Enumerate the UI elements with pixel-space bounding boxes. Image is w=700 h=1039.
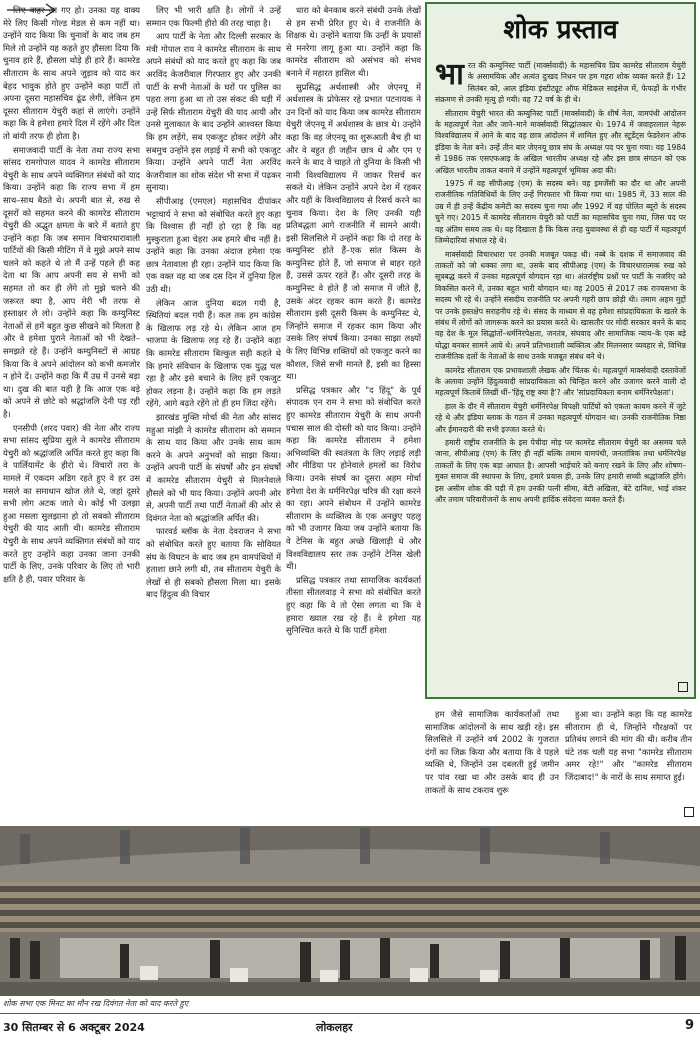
article-paragraph: लेकिन आज दुनिया बदल गयी है, स्थितियां बदल गयी हैं। कल तक हम कांग्रेस के खिलाफ लड़ रहे थे। लेकिन आज हम भाजपा के खिलाफ लड़ रहे हैं। उन्होंने कहा कि कामरेड सीताराम बिल्कुल सही कहते थे कि हमारे संविधान के खिलाफ एक युद्ध चल रहा है और इसे बचाने के लिए हमें एकजुट होकर लड़ना है। उन्होंने कहा कि हम लड़ते रहेंगे, आगे बढ़ते रहेंगे तो ही हम जिंदा रहेंगे। <box>146 297 281 409</box>
article-column-2 <box>146 4 281 824</box>
article-column-1 <box>3 4 140 824</box>
end-mark-icon <box>678 682 688 692</box>
article-paragraph: प्रसिद्ध पत्रकार और "द हिंदू" के पूर्व संपादक एन राम ने सभा को संबोधित करते हुए कामरेड सीताराम येचुरी के साथ अपनी पचास साल की दोस्ती को याद किया। उन्होंने कहा कि कामरेड सीताराम ने हमेशा अभिव्यक्ति की स्वतंत्रता के लिए लड़ाई लड़ी और मीडिया पर होनेवाले हमलों का विरोध किया। उनके संघर्ष का दूसरा अहम मोर्चा हमेशा देश के धर्मनिरपेक्ष चरित्र की रक्षा करने का रहा। अपने संबोधन में उन्होंने कामरेड सीताराम के व्यक्तित्व के एक अनछुए पहलू को भी उजागर किया जब उन्होंने बताया कि वे टेनिस के बहुत अच्छे खिलाड़ी थे और विश्वविद्यालय स्तर तक उन्होंने टेनिस खेली थी। <box>286 384 421 572</box>
article-column-3 <box>286 4 421 824</box>
box-paragraph: हाल के दौर में सीताराम येचुरी धर्मनिरपेक्ष विपक्षी पार्टियों को एकता कायम करने में जुटे रहे थे और इंडिया ब्लाक के गठन में उनका महत्वपूर्ण योगदान था। उनकी राजनीतिक निष्ठा और ईमानदारी की सभी इज्जत करते थे। <box>435 401 686 434</box>
article-paragraph: एनसीपी (शरद पवार) की नेता और राज्य सभा सांसद सुप्रिया सुले ने कामरेड सीताराम येचुरी को श्रद्धांजलि अर्पित करते हुए कहा कि वे पार्लियामेंट के हीरो थे। विचारों तरा के मामले में एकदम अडिग रहते हुए वे हर उस मसले का समाधान खोज लेते थे, जहां दूसरे सभी लोग अटक जाते थे। कोई भी उलझा हुआ मसला सुलझाना हो तो सबको सीताराम येचुरी की याद आती थी। कामरेड सीताराम येचुरी के साथ अपने व्यक्तिगत संबंधों को याद करते हुए उन्होंने कहा उनका जाना उनकी पार्टी के लिए, उनके परिवार के लिए तो भारी क्षति है ही, पवार परिवार के <box>3 422 140 584</box>
box-body <box>435 60 686 679</box>
condolence-resolution-box <box>425 2 696 699</box>
issue-date: 30 सितम्बर से 6 अक्टूबर 2024 <box>3 1021 145 1034</box>
article-paragraph: हुआ था। उन्होंने कहा कि यह कामरेड सीताराम ही थे, जिन्होंने गौरक्षकों पर प्रतिबंध लगाने की मांग की थी। करीब तीन घंटे तक चली यह सभा "कामरेड सीताराम अमर रहे!" और "कामरेड सीताराम जिंदाबाद!" के नारों के साथ समाप्त हुई। <box>565 709 692 782</box>
box-paragraph: हमारी राष्ट्रीय राजनीति के इस पेचीदा मोड़ पर कामरेड सीताराम येचुरी का असमय चले जाना, सीपीआइ (एम) के लिए ही नहीं बल्कि तमाम वामपंथी, जनतांत्रिक तथा धर्मनिरपेक्ष ताकतों के लिए एक बड़ा आघात है। आपसी भाईचारे को बनाए रखने के लिए और शोषण–मुक्त समाज की स्थापना के लिए, हमारे प्रयास ही, उनके लिए हमारी सच्ची श्रद्धांजलि होंगे। इस असीम शोक की घड़ी में हम उनकी पत्नी सीमा, बेटी अखिला, बेटे दानिश, भाई शंकर और तमाम परिवारीजनों के साथ अपनी हार्दिक संवेदना व्यक्त करते हैं। <box>435 438 686 505</box>
article-continuation-1 <box>425 708 559 830</box>
article-paragraph: प्रसिद्ध पत्रकार तथा सामाजिक कार्यकर्ता तीस्ता सीतलवाड़ ने सभा को संबोधित करते हुए कहा कि वे तो ऐसा लगता था कि वे हमारा ख्याल रख रहे हैं। वे हमेशा यह सुनिश्चित करते थे कि पार्टी हमेशा <box>286 574 421 636</box>
article-paragraph: सुप्रसिद्ध अर्थशास्त्री और जेएनयू में अर्थशास्त्र के प्रोफेसर रहे प्रभात पटनायक ने उन दिनों को याद किया जब कामरेड सीताराम येचुरी जेएनयू में अर्थशास्त्र के छात्र थे। उन्होंने कहा कि वह जेएनयू का शुरूआती बैच ही था और वे बहुत ही जहीन छात्र थे और एम ए करने के बाद वे चाहते तो दुनिया के किसी भी नामी विश्वविद्यालय में जाकर रिसर्च कर सकते थे। लेकिन उन्होंने अपने देश में रहकर और यहीं के विश्वविद्यालय से रिसर्च करने का चुनाव किया। देश के लिए उनकी यही प्रतिबद्धता आगे राजनीति में सामने आयी। इसी सिलसिले में उन्होंने कहा कि दो तरह के कम्युनिस्ट होते हैं–एक सांत किस्म के कम्युनिस्ट होते हैं, जो समाज से बाहर रहते हैं, उससे ऊपर रहते हैं। और दूसरी तरह के कम्युनिस्ट वे होते हैं जो समाज में जीते हैं, उसके अंदर रहकर काम करते हैं। कामरेड सीताराम इसी दूसरी किस्म के कम्युनिस्ट थे, जिन्होंने समाज में रहकर काम किया और उसके लिए संघर्ष किया। उनका साझा लक्ष्यों के लिए विभिन्न शक्तियों को एकजुट करने का कौशल, जिसे सभी मानते हैं, इसी का हिस्सा था। <box>286 81 421 382</box>
article-paragraph: लिए भी भारी क्षति है। लोगों ने उन्हें सम्मान एक फिल्मी हीरो की तरह चाहा है। <box>146 5 281 28</box>
box-paragraph: 1975 में वह सीपीआइ (एम) के सदस्य बने। वह इमर्जेंसी का दौर था और अपनी राजनीतिक गतिविधियों के लिए उन्हें गिरफ्तार भी किया गया था। 1985 में, 33 साल की उम्र में ही उन्हें केंद्रीय कमेटी का सदस्य चुना गया और 1992 में वह पोलित ब्यूरो के सदस्य चुने गए। 2015 में कामरेड सीताराम येचुरी को पार्टी का महासचिव चुना गया, जिस पद पर वह अंतिम समय तक थे। यह दिखाता है कि किस तरह युवावस्था से ही वह पार्टी में महत्वपूर्ण जिम्मेदारियां संभाल रहे थे। <box>435 179 686 246</box>
article-paragraph: झारखंड मुक्ति मोर्चा की नेता और सांसद महुआ मांझी ने कामरेड सीताराम को सम्मान के साथ याद किया और उनके साथ काम करने के अपने अनुभवों को साझा किया। उन्होंने अपनी पार्टी के संघर्षों और इन संघर्षों में कामरेड सीताराम येचुरी से मिलनेवाले हौसले को भी याद किया। उन्होंने अपनी ओर से, अपनी पार्टी तथा पार्टी नेताओं की ओर से दिवंगत नेता को श्रद्धांजलि अर्पित की। <box>146 412 281 523</box>
box-paragraph-text: रत की कम्युनिस्ट पार्टी (मार्क्सवादी) के महासचिव प्रिय कामरेड सीताराम येचुरी के असामयिक और अत्यंत दुःखद निधन पर हम गहरा शोक व्यक्त करते हैं। 12 सितंबर को, आल इंडिया इंस्टीट्यूट ऑफ मेडिकल साइंसेज में, फेफड़ों के गंभीर संक्रमण से उनकी मृत्यु हो गयी। वह 72 वर्ष के ही थे। <box>435 61 686 105</box>
box-paragraph: कामरेड सीताराम एक प्रभावशाली लेखक और चिंतक थे। महत्वपूर्ण मार्क्सवादी दस्तावेजों के अलावा उन्होंने हिंदुत्ववादी सांप्रदायिकता को चिन्हित करने और उजागर करने वाली दो महत्वपूर्ण किताबें लिखीं थीं–'हिंदू राष्ट्र क्या है'? और 'सांप्रदायिकता बनाम धर्मनिरपेक्षता'। <box>435 365 686 398</box>
photo-caption: शोक सभा एक मिनट का मौन रख दिवंगत नेता को याद करते हुए <box>3 999 189 1008</box>
box-paragraph <box>435 60 686 106</box>
article-paragraph: लिए बाहर आ गए हो। उनका यह वाक्य मेरे लिए किसी गोल्ड मेडल से कम नहीं था। उन्होंने याद किया कि चुनावों के बाद जब हम मिले तो उन्होंने यह कहते हुए हौसला दिया कि चुनाव हारे हैं, हौसला थोड़े ही हारे हैं। कामरेड सीताराम के साथ अपने जुड़ाव को याद कर बेहद भावुक होते हुए उन्होंने कहा पार्टी तो अपना दूसरा महासचिव ढूंढ लेगी, लेकिन हम दूसरा सीताराम येचुरी कहां से लाएंगे। उन्होंने कहा कि वे हमेशा हमारे दिल में रहेंगे और दिल तो बांयी तरफ ही होता है। <box>3 5 140 141</box>
photo-illustration <box>0 826 700 996</box>
article-paragraph: धारा को बेनकाब करने संबंधी उनके लेखों से हम सभी प्रेरित हुए थे। वे राजनीति के शिक्षक थे। उन्होंने बताया कि उन्हीं के प्रयासों से मनरेगा लागू हुआ था। उन्होंने कहा कि कामरेड सीताराम को असंभव को संभव बनाने में महारत हासिल थी। <box>286 5 421 78</box>
article-paragraph: आप पार्टी के नेता और दिल्ली सरकार के मंत्री गोपाल राय ने कामरेड सीताराम के साथ अपने संबंधों को याद करते हुए कहा कि जब अरविंद केजरीवाल गिरफ्तार हुए और उनकी पार्टी के सभी नेताओं के घरों पर पुलिस का पहरा लगा हुआ था तो उस संकट की घड़ी में उन्हें सिर्फ सीताराम येचुरी की याद आयी और उनसे मुलाकात के बाद उन्होंने आश्वस्त किया कि हम लड़ेंगे, सब एकजुट होकर लड़ेंगे और सबमुच उन्होंने इस लड़ाई में सभी को एकजुट किया। उन्होंने अपने पार्टी नेता अरविंद केजरीवाल का शोक संदेश भी सभा में पढ़कर सुनाया। <box>146 31 281 193</box>
article-continuation-2 <box>565 708 692 820</box>
box-paragraph: मार्क्सवादी विचारधारा पर उनकी मजबूत पकड़ थी। नब्बे के दशक में समाजवाद की ताकतों को जो धक्का लगा था, उसके बाद सीपीआइ (एम) के विचारधारात्मक रुख को सूत्रबद्ध करने में उनका महत्वपूर्ण योगदान रहा था। अंतर्राष्ट्रीय प्रश्नों पर पार्टी के नजरिए को विकसित करने में, उनका बहुत भारी योगदान था। वह 2005 से 2017 तक राज्यसभा के सदस्य भी रहे थे। उन्होंने संसदीय राजनीति पर अपनी गहरी छाप छोड़ी थी। तमाम अहम मुद्दों पर उनके हस्तक्षेप सराहनीय रहे थे। संसद के माध्यम से वह हमेशा सांप्रदायिकता के खतरे के संबंध में लोगों को जागरूक करने का प्रयास करते थे। खासतौर पर मोदी सरकार बनने के बाद वह देश के मूल सिद्धांतों–धर्मनिरपेक्षता, जनतंत्र, संघवाद और सामाजिक न्याय–के एक बड़े योद्धा बनकर सामने आये थे। अपने प्रतिभाशाली व्यक्तित्व और मिलनसार व्यवहार से, विभिन्न राजनीतिक दलों के नेताओं के साथ उनके मजबूत संबंध बने थे। <box>435 249 686 362</box>
box-paragraph: सीताराम येचुरी भारत की कम्युनिस्ट पार्टी (मार्क्सवादी) के शीर्ष नेता, वामपंथी आंदोलन के महत्वपूर्ण नेता और जाने–माने मार्क्सवादी सिद्धांतकार थे। 1974 में जवाहरलाल नेहरू विश्वविद्यालय में आने के बाद वह छात्र आंदोलन में शामिल हुए और स्टूडेंट्स फेडरेशन ऑफ इंडिया के नेता बने। उन्हें तीन बार जेएनयू छात्र संघ के अध्यक्ष पद पर चुना गया। वह 1984 से 1986 तक एसएफआइ के अखिल भारतीय अध्यक्ष रहे और इस छात्र संगठन को एक अखिल भारतीय ताकत बनाने में उन्होंने महत्वपूर्ण भूमिका अदा की। <box>435 108 686 175</box>
box-title: शोक प्रस्ताव <box>503 15 618 45</box>
dropcap: भा <box>435 60 464 92</box>
page-number: 9 <box>684 1018 694 1033</box>
footer-divider <box>0 1013 700 1014</box>
memorial-meeting-photo <box>0 826 700 996</box>
article-paragraph: सीपीआइ (एमएल) महासचिव दीपांकर भट्टाचार्य ने सभा को संबोधित करते हुए कहा कि विश्वास ही नहीं हो रहा है कि वह मुस्कुराता हुआ चेहरा अब हमारे बीच नहीं है। उन्होंने कहा कि उनका अंदाज हमेशा एक छात्र नेतावाला ही रहा। उन्होंने याद किया कि एक वक्त वह था जब दस दिन में दुनिया हिल उठी थी। <box>146 195 281 295</box>
article-paragraph: फारवर्ड ब्लॉक के नेता देवराजन ने सभा को संबोधित करते हुए बताया कि सोवियत संघ के विघटन के बाद जब हम वामपंथियों में हताशा छाने लगी थी, तब सीताराम येचुरी के लेखों से ही सबको हौसला मिला था। इसके बाद हिंदुत्व की विचार <box>146 526 281 600</box>
end-mark-icon <box>684 807 694 817</box>
article-paragraph: समाजवादी पार्टी के नेता तथा राज्य सभा सांसद रामगोपाल यादव ने कामरेड सीताराम येचुरी के साथ अपने व्यक्तिगत संबंधों को याद किया। उन्होंने कहा कि राज्य सभा में हम साथ–साथ बैठते थे। अपनी बात से, रुख से दूसरों को सहमत करने की कामरेड सीताराम येचुरी की अद्भुत क्षमता के बारे में बताते हुए उन्होंने कहा कि जब समान विचारधारावाली पार्टियों की किसी मीटिंग में वे मुझे अपने साथ चलने को कहते थे तो मैं उन्हें पहले ही कह देता था कि आप अपनी सय से सभी को सहमत तो कर ही लेंगे तो मुझे चलने की जरूरत क्या है, आप मेरी भी तरफ से हस्ताक्षर ले लो। उन्होंने कहा कि कम्युनिस्ट नेताओं से हमें बहुत कुछ सीखने को मिलता है और वे हमेशा पुराने नेताओं को भी देखते–समझते रहे हैं। उन्होंने कम्युनिस्टों से आग्रह किया कि वे अपने आंदोलन को कभी कमजोर न होने दें। उन्होंने कहा कि मैं उम्र में उनसे बड़ा था। दुख की बात यही है कि आज एक बड़े को अपने से छोटे को श्रद्धांजलि देनी पड़ रही है। <box>3 144 140 419</box>
publication-name: लोकलहर <box>316 1021 353 1034</box>
article-paragraph: हम जैसे सामाजिक कार्यकर्ताओं तथा सामाजिक आंदोलनों के साथ खड़ी रहे। इस सिलसिले में उन्होंने वर्ष 2002 के गुजरात दंगों का जिक्र किया और बताया कि वे पहले व्यक्ति थे, जिन्होंने उस दबलती हुई जमीन पर पांव रखा था और उसके बाद ही उन ताकतों के साथ टकराव शुरू <box>425 709 559 795</box>
